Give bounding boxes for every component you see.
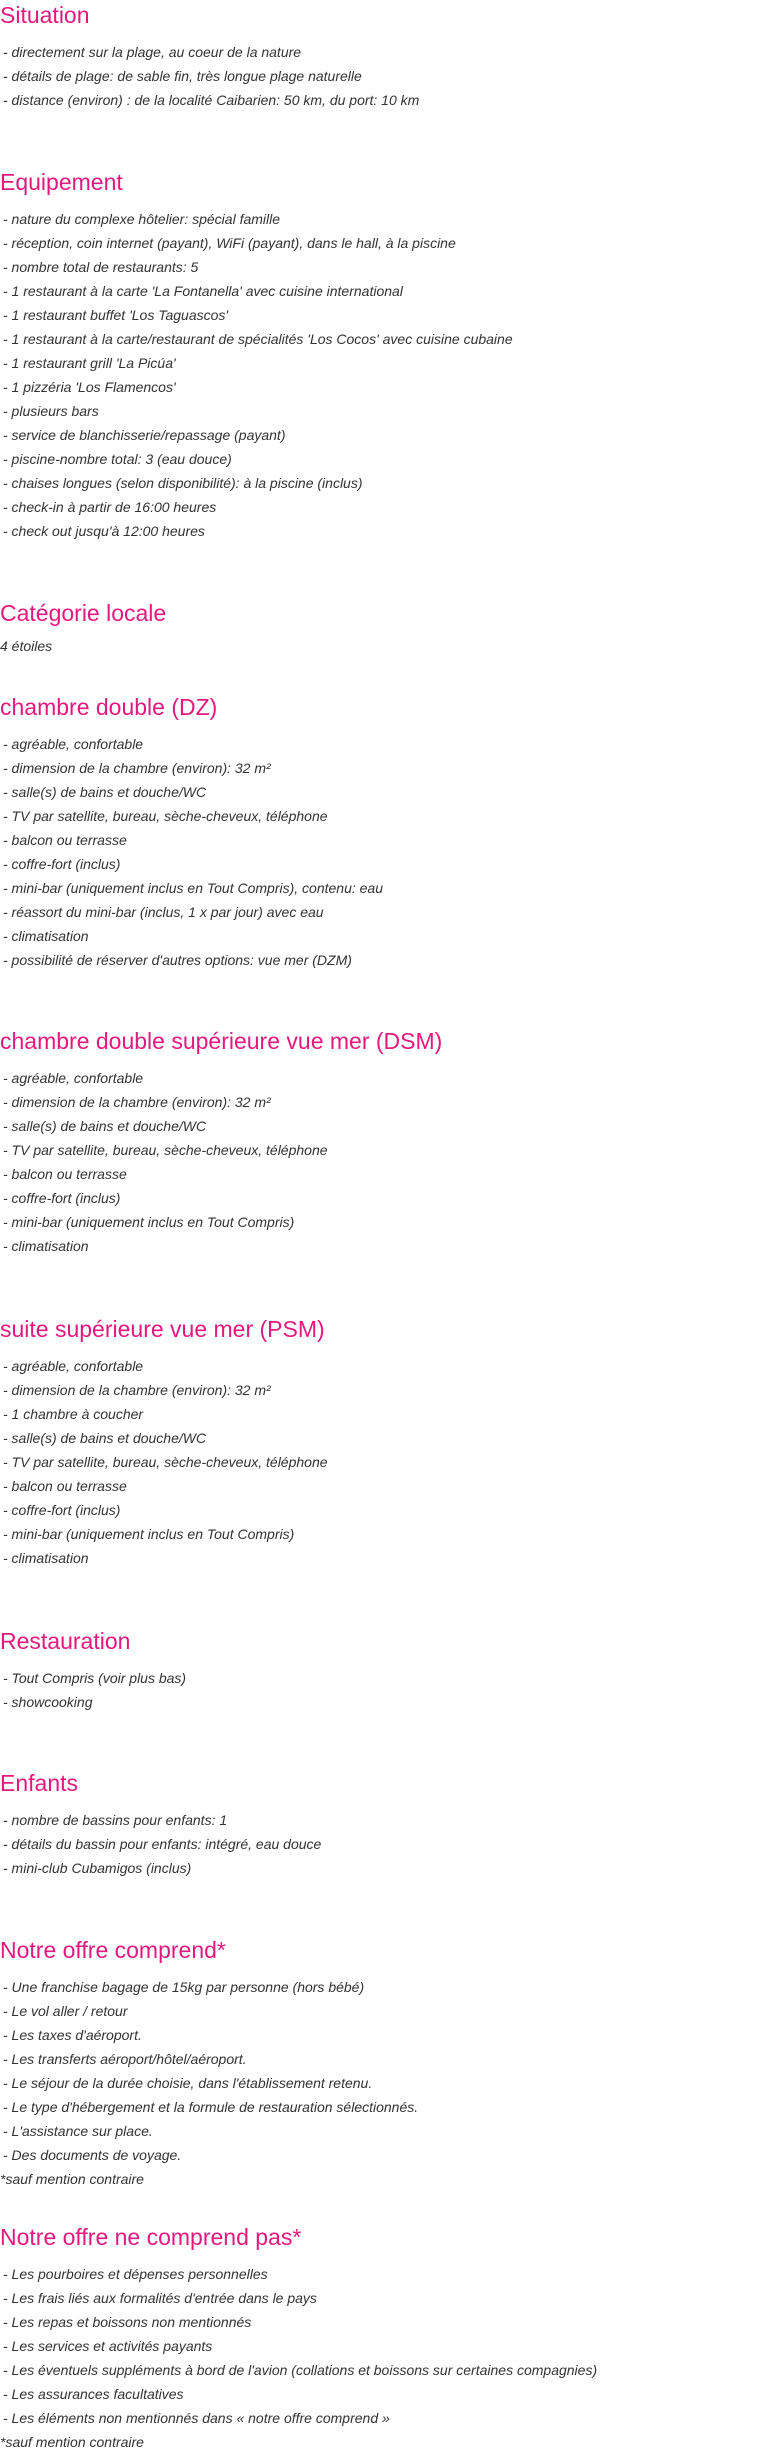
section-title-suite-psm: suite supérieure vue mer (PSM) <box>0 1316 325 1342</box>
section-title-categorie: Catégorie locale <box>0 600 167 626</box>
list-item: - Les pourboires et dépenses personnelles <box>3 2266 268 2282</box>
list-item: - salle(s) de bains et douche/WC <box>3 784 207 800</box>
restauration-list <box>0 1666 758 1714</box>
list-item: - dimension de la chambre (environ): 32 m² <box>3 760 271 776</box>
section-title-situation: Situation <box>0 2 90 28</box>
list-item: - Le séjour de la durée choisie, dans l'établissement retenu. <box>3 2075 373 2091</box>
list-item: - mini-club Cubamigos (inclus) <box>3 1860 192 1876</box>
list-item: - climatisation <box>3 1550 89 1566</box>
list-item: - coffre-fort (inclus) <box>3 1190 121 1206</box>
list-item: - TV par satellite, bureau, sèche-cheveux, téléphone <box>3 1142 328 1158</box>
list-item: - salle(s) de bains et douche/WC <box>3 1430 207 1446</box>
section-restauration <box>0 1626 758 1714</box>
list-item: - Les éléments non mentionnés dans « notre offre comprend » <box>3 2410 390 2426</box>
list-item: - check out jusqu'à 12:00 heures <box>3 523 205 539</box>
section-title-enfants: Enfants <box>0 1770 78 1796</box>
section-title-offre-comprend: Notre offre comprend* <box>0 1937 226 1963</box>
offre-ne-comprend-list <box>0 2262 758 2454</box>
list-item: - agréable, confortable <box>3 1070 144 1086</box>
section-suite-psm <box>0 1314 758 1570</box>
section-enfants <box>0 1768 758 1880</box>
list-item: - Les repas et boissons non mentionnés <box>3 2314 252 2330</box>
equipement-list <box>0 207 758 543</box>
list-item: - 1 restaurant à la carte 'La Fontanella' avec cuisine international <box>3 283 403 299</box>
list-item: - 1 restaurant à la carte/restaurant de spécialités 'Los Cocos' avec cuisine cubaine <box>3 331 513 347</box>
list-item: - balcon ou terrasse <box>3 1478 127 1494</box>
list-item: - 1 chambre à coucher <box>3 1406 144 1422</box>
chambre-dsm-list <box>0 1066 758 1258</box>
categorie-value: 4 étoiles <box>0 638 53 654</box>
list-item: - piscine-nombre total: 3 (eau douce) <box>3 451 232 467</box>
section-equipement <box>0 167 758 543</box>
categorie-list <box>0 634 758 658</box>
list-item: - coffre-fort (inclus) <box>3 1502 121 1518</box>
list-item: - TV par satellite, bureau, sèche-cheveux, téléphone <box>3 808 328 824</box>
section-title-offre-ne-comprend: Notre offre ne comprend pas* <box>0 2224 302 2250</box>
section-title-restauration: Restauration <box>0 1628 131 1654</box>
list-item: - Les assurances facultatives <box>3 2386 184 2402</box>
list-item: - Le type d'hébergement et la formule de restauration sélectionnés. <box>3 2099 419 2115</box>
list-item: - distance (environ) : de la localité Caibarien: 50 km, du port: 10 km <box>3 92 420 108</box>
list-item: - mini-bar (uniquement inclus en Tout Compris), contenu: eau <box>3 880 384 896</box>
list-item: - détails de plage: de sable fin, très longue plage naturelle <box>3 68 362 84</box>
list-item: - showcooking <box>3 1694 93 1710</box>
list-item: - service de blanchisserie/repassage (payant) <box>3 427 286 443</box>
list-item: - chaises longues (selon disponibilité): à la piscine (inclus) <box>3 475 363 491</box>
section-title-chambre-dz: chambre double (DZ) <box>0 694 218 720</box>
section-chambre-dsm <box>0 1026 758 1258</box>
suite-psm-list <box>0 1354 758 1570</box>
list-item: - 1 pizzéria 'Los Flamencos' <box>3 379 176 395</box>
list-item: - Les services et activités payants <box>3 2338 213 2354</box>
section-categorie <box>0 598 758 658</box>
footnote: *sauf mention contraire <box>0 2171 144 2187</box>
offre-comprend-list <box>0 1975 758 2191</box>
list-item: - Les éventuels suppléments à bord de l'avion (collations et boissons sur certaines compagnies) <box>3 2362 598 2378</box>
situation-list <box>0 40 758 112</box>
enfants-list <box>0 1808 758 1880</box>
list-item: - agréable, confortable <box>3 736 144 752</box>
list-item: - balcon ou terrasse <box>3 1166 127 1182</box>
section-title-equipement: Equipement <box>0 169 123 195</box>
list-item: - détails du bassin pour enfants: intégré, eau douce <box>3 1836 322 1852</box>
list-item: - mini-bar (uniquement inclus en Tout Compris) <box>3 1526 295 1542</box>
list-item: - 1 restaurant buffet 'Los Taguascos' <box>3 307 229 323</box>
list-item: - coffre-fort (inclus) <box>3 856 121 872</box>
list-item: - Des documents de voyage. <box>3 2147 182 2163</box>
list-item: - nombre de bassins pour enfants: 1 <box>3 1812 228 1828</box>
list-item: - réception, coin internet (payant), WiFi (payant), dans le hall, à la piscine <box>3 235 456 251</box>
list-item: - climatisation <box>3 1238 89 1254</box>
list-item: - mini-bar (uniquement inclus en Tout Compris) <box>3 1214 295 1230</box>
list-item: - dimension de la chambre (environ): 32 m² <box>3 1094 271 1110</box>
list-item: - nombre total de restaurants: 5 <box>3 259 199 275</box>
section-chambre-dz <box>0 692 758 972</box>
list-item: - climatisation <box>3 928 89 944</box>
list-item: - plusieurs bars <box>3 403 99 419</box>
section-offre-comprend <box>0 1935 758 2191</box>
section-title-chambre-dsm: chambre double supérieure vue mer (DSM) <box>0 1028 443 1054</box>
list-item: - directement sur la plage, au coeur de la nature <box>3 44 302 60</box>
list-item: - Les transferts aéroport/hôtel/aéroport. <box>3 2051 247 2067</box>
list-item: - check-in à partir de 16:00 heures <box>3 499 217 515</box>
chambre-dz-list <box>0 732 758 972</box>
list-item: - Une franchise bagage de 15kg par personne (hors bébé) <box>3 1979 365 1995</box>
list-item: - possibilité de réserver d'autres options: vue mer (DZM) <box>3 952 352 968</box>
list-item: - Les frais liés aux formalités d'entrée dans le pays <box>3 2290 317 2306</box>
list-item: - dimension de la chambre (environ): 32 m² <box>3 1382 271 1398</box>
list-item: - Les taxes d'aéroport. <box>3 2027 142 2043</box>
list-item: - 1 restaurant grill 'La Picúa' <box>3 355 176 371</box>
list-item: - L'assistance sur place. <box>3 2123 153 2139</box>
list-item: - TV par satellite, bureau, sèche-cheveux, téléphone <box>3 1454 328 1470</box>
list-item: - réassort du mini-bar (inclus, 1 x par jour) avec eau <box>3 904 324 920</box>
section-situation <box>0 0 758 112</box>
list-item: - Le vol aller / retour <box>3 2003 128 2019</box>
list-item: - agréable, confortable <box>3 1358 144 1374</box>
list-item: - Tout Compris (voir plus bas) <box>3 1670 187 1686</box>
list-item: - nature du complexe hôtelier: spécial famille <box>3 211 281 227</box>
list-item: - balcon ou terrasse <box>3 832 127 848</box>
list-item: - salle(s) de bains et douche/WC <box>3 1118 207 1134</box>
section-offre-ne-comprend <box>0 2222 758 2454</box>
footnote: *sauf mention contraire <box>0 2434 144 2450</box>
